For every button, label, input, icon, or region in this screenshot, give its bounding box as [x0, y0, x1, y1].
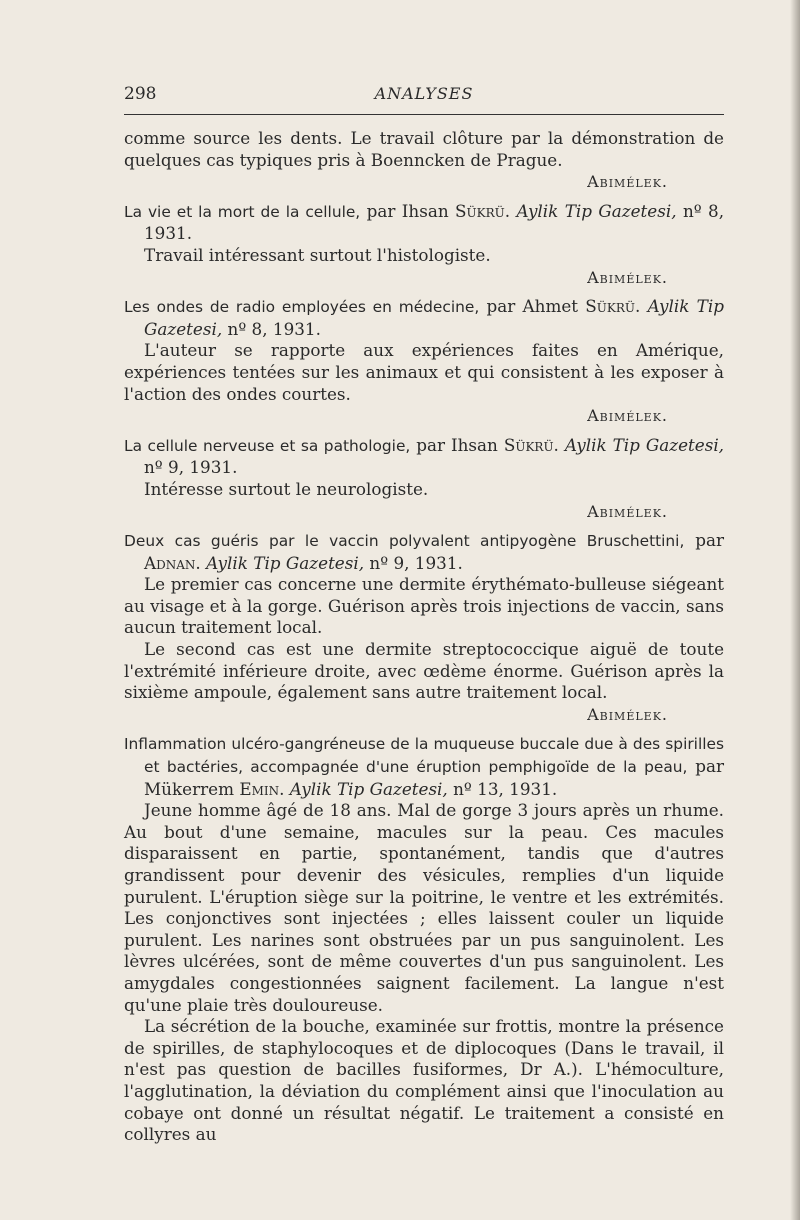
- journal: Aylik Tip Gazetesi,: [289, 778, 448, 799]
- journal: Aylik Tip Gazetesi,: [206, 552, 365, 573]
- entry-heading: [124, 435, 724, 479]
- page-content: [124, 128, 724, 1146]
- author-first: Mükerrem: [144, 778, 234, 799]
- signature: Abimélek.: [587, 704, 668, 724]
- entry-by: par: [695, 530, 724, 551]
- entry-body: Travail intéressant surtout l'histologiste.: [144, 244, 491, 265]
- issue: nº 8, 1931.: [144, 200, 725, 244]
- page-edge-shadow: [790, 0, 800, 1220]
- author-last: Sükrü.: [503, 434, 559, 455]
- author-first: Ihsan: [451, 434, 498, 455]
- page-number: 298: [124, 84, 157, 104]
- signature: Abimélek.: [587, 501, 668, 521]
- entry-body: Le second cas est une dermite streptococcique aiguë de toute l'extrémité inférieure droite, avec œdème énorme. Guérison après la sixième ampoule, également sans autre traitement local.: [124, 639, 724, 703]
- entry-title: Deux cas guéris par le vaccin polyvalent antipyogène Bruschettini,: [124, 532, 685, 551]
- issue: nº 8, 1931.: [227, 318, 321, 339]
- entry-heading: [124, 733, 724, 800]
- entry-title: Les ondes de radio employées en médecine,: [124, 298, 480, 317]
- entry-title: La vie et la mort de la cellule,: [124, 202, 361, 221]
- entry-title: Inflammation ulcéro-gangréneuse de la muqueuse buccale due à des spirilles et bactéries, accompagnée d'une éruption pemphigoïde de la peau,: [124, 735, 724, 777]
- signature: Abimélek.: [587, 172, 668, 192]
- entry-by: par: [695, 756, 724, 777]
- author-last: Sükrü.: [455, 200, 511, 221]
- issue: nº 13, 1931.: [453, 778, 558, 799]
- entry-body: Le premier cas concerne une dermite érythémato-bulleuse siégeant au visage et à la gorge. Guérison après trois injections de vaccin, sans aucun traitement local.: [124, 574, 724, 638]
- author-last: Sükrü.: [585, 296, 641, 317]
- entry-heading: [124, 530, 724, 574]
- entry-body: La sécrétion de la bouche, examinée sur frottis, montre la présence de spirilles, de staphylocoques et de diplocoques (Dans le travail, il n'est pas question de bacilles fusiformes, Dr A.). L'hémoculture, l'agglutination, la déviation du complément ainsi que l'inoculation au cobaye ont donné un résultat négatif. Le traitement a consisté en collyres au: [124, 1016, 724, 1145]
- entry-by: par: [366, 200, 396, 221]
- journal: Aylik Tip Gazetesi,: [516, 200, 677, 221]
- signature: Abimélek.: [587, 267, 668, 287]
- issue: nº 9, 1931.: [144, 457, 238, 478]
- header-rule: [124, 114, 724, 115]
- journal: Aylik Tip Gazetesi,: [564, 434, 725, 455]
- entry-by: par: [486, 296, 516, 317]
- signature: Abimélek.: [587, 406, 668, 426]
- entry-body: Intéresse surtout le neurologiste.: [144, 478, 429, 499]
- entry-title: La cellule nerveuse et sa pathologie,: [124, 436, 411, 455]
- issue: nº 9, 1931.: [369, 552, 463, 573]
- entry-body: L'auteur se rapporte aux expériences faites en Amérique, expériences tentées sur les animaux et qui consistent à les exposer à l'action des ondes courtes.: [124, 340, 724, 404]
- journal: Aylik Tip Gazetesi,: [144, 296, 724, 339]
- author-last: Adnan.: [144, 552, 201, 573]
- continued-paragraph: comme source les dents. Le travail clôture par la démonstration de quelques cas typiques pris à Boenncken de Prague.: [124, 128, 724, 170]
- running-head: ANALYSES: [374, 84, 474, 103]
- page-header: [124, 84, 724, 106]
- entry-body: Jeune homme âgé de 18 ans. Mal de gorge 3 jours après un rhume. Au bout d'une semaine, macules sur la peau. Ces macules disparaissent en partie, spontanément, tandis que d'autres grandissent pour devenir des vésicules, remplies d'un liquide purulent. L'éruption siège sur la poitrine, le ventre et les extrémités. Les conjonctives sont injectées ; elles laissent couler un liquide purulent. Les narines sont obstruées par un pus sanguinolent. Les lèvres ulcérées, sont de même couvertes d'un pus sanguinolent. Les amygdales congestionnées saignent facilement. La langue n'est qu'une plaie très douloureuse.: [124, 800, 724, 1015]
- author-first: Ahmet: [522, 296, 579, 317]
- author-first: Ihsan: [401, 200, 449, 221]
- entry-by: par: [416, 434, 446, 455]
- author-last: Emin.: [239, 778, 285, 799]
- entry-heading: [124, 296, 724, 340]
- entry-heading: [124, 201, 724, 245]
